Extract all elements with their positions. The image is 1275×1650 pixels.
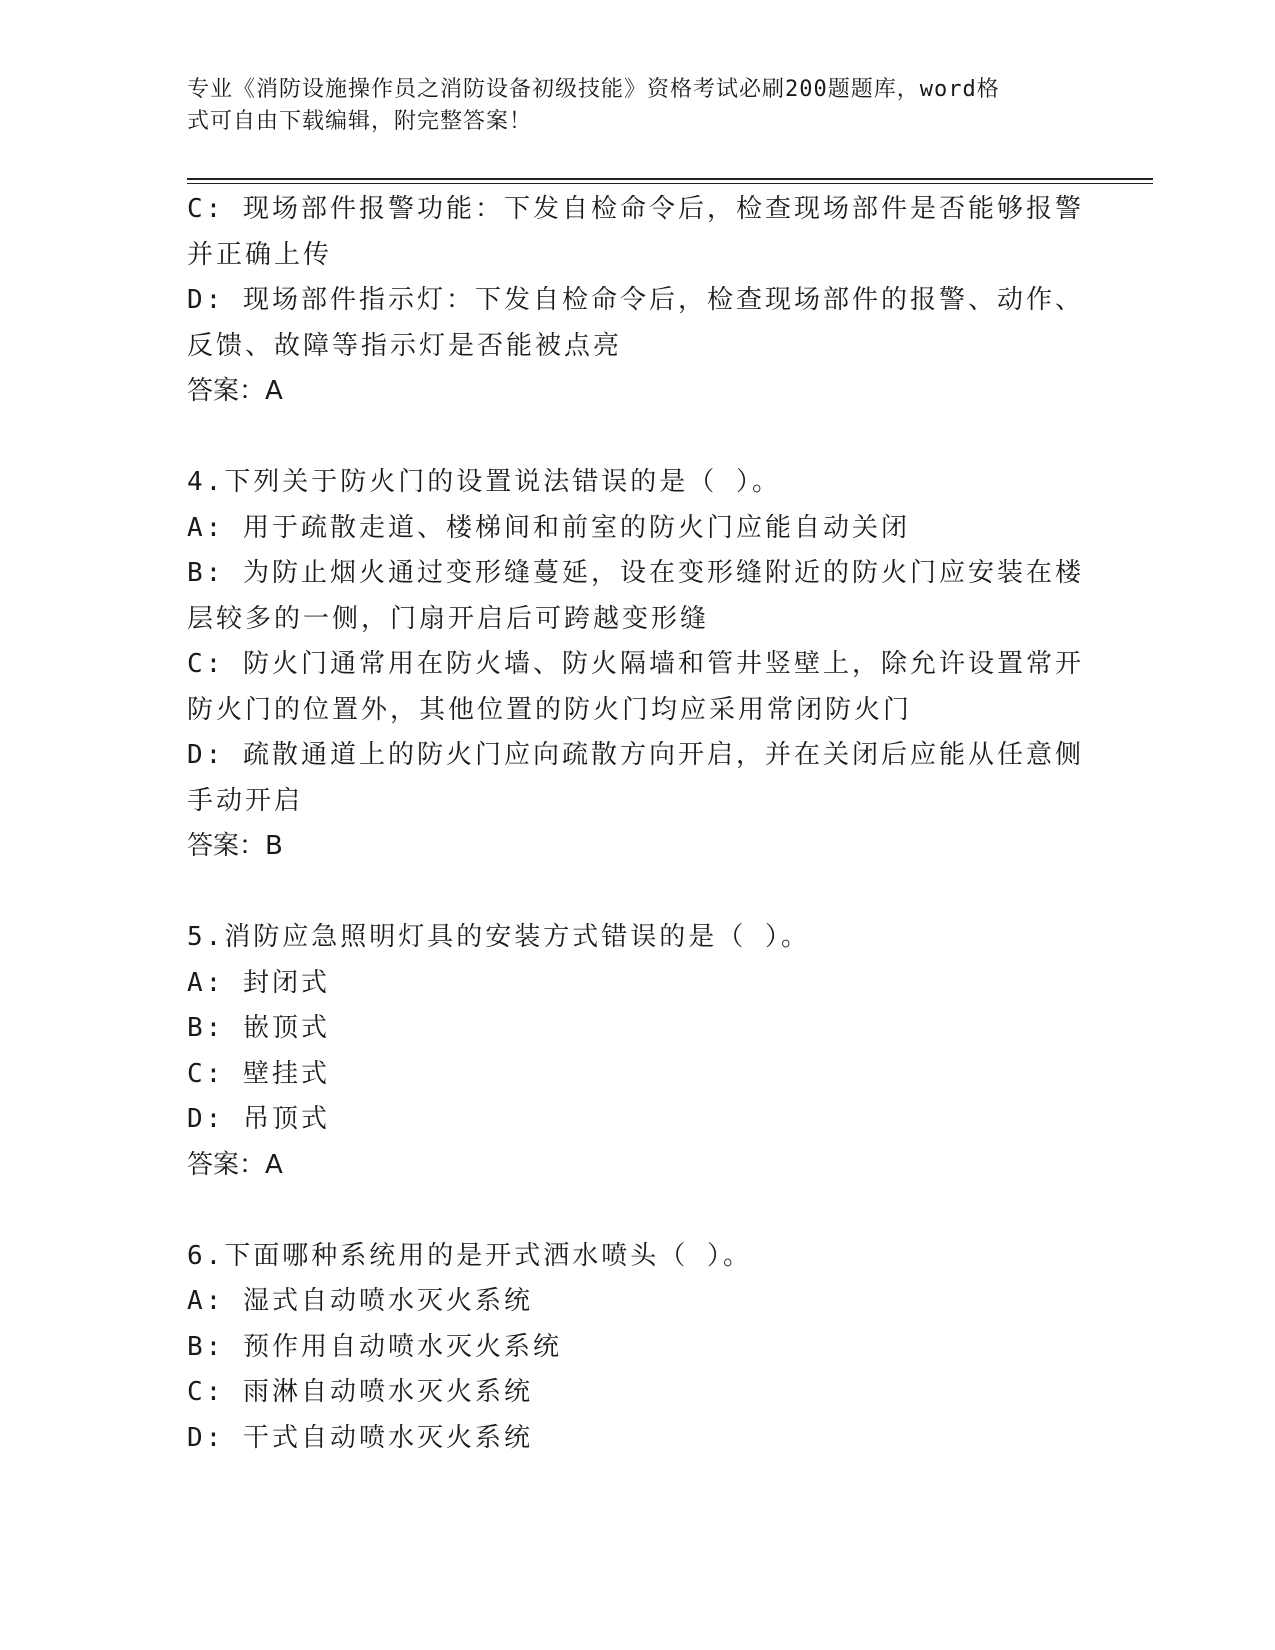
option-d: D: 干式自动喷水灭火系统 [187,1422,533,1453]
question-text: 4.下列关于防火门的设置说法错误的是（ ）。 [187,467,781,497]
question-6 [187,1234,1087,1462]
answer-line: 答案：B [187,831,283,861]
option-a: A: 用于疏散走道、楼梯间和前室的防火门应能自动关闭 [187,512,910,543]
option-d-line-2: 手动开启 [187,785,304,816]
answer-line: 答案：A [187,1149,283,1180]
option-d-line-1: D: 现场部件指示灯：下发自检命令后，检查现场部件的报警、动作、 [187,285,1084,315]
document-header [187,74,1067,138]
header-divider-thick [187,178,1153,180]
option-d: D: 吊顶式 [187,1104,330,1134]
spacer [187,1188,1087,1234]
option-b-line-2: 层较多的一侧，门扇开启后可跨越变形缝 [187,603,710,634]
option-c-line-1: C: 现场部件报警功能：下发自检命令后，检查现场部件是否能够报警 [187,194,1084,224]
answer-line: 答案：A [187,376,283,406]
question-5 [187,915,1087,1188]
header-line-2: 式可自由下载编辑，附完整答案！ [187,109,533,134]
option-c-line-1: C: 防火门通常用在防火墙、防火隔墙和管井竖壁上，除允许设置常开 [187,649,1084,679]
question-text: 5.消防应急照明灯具的安装方式错误的是（ ）。 [187,922,810,952]
document-body [187,187,1087,1461]
option-b: B: 预作用自动喷水灭火系统 [187,1331,562,1362]
option-a: A: 封闭式 [187,967,330,998]
header-divider-thin [187,183,1153,184]
option-c-line-2: 防火门的位置外，其他位置的防火门均应采用常闭防火门 [187,694,913,725]
option-c: C: 壁挂式 [187,1058,330,1089]
question-3-tail [187,187,1087,415]
option-b: B: 嵌顶式 [187,1013,330,1043]
option-d-line-2: 反馈、故障等指示灯是否能被点亮 [187,330,623,361]
option-d-line-1: D: 疏散通道上的防火门应向疏散方向开启，并在关闭后应能从任意侧 [187,740,1084,770]
spacer [187,415,1087,461]
option-a: A: 湿式自动喷水灭火系统 [187,1286,533,1316]
header-line-1: 专业《消防设施操作员之消防设备初级技能》资格考试必刷200题题库，word格 [187,77,1000,102]
option-c-line-2: 并正确上传 [187,239,333,270]
option-b-line-1: B: 为防止烟火通过变形缝蔓延，设在变形缝附近的防火门应安装在楼 [187,558,1084,588]
question-text: 6.下面哪种系统用的是开式洒水喷头（ ）。 [187,1240,752,1271]
option-c: C: 雨淋自动喷水灭火系统 [187,1377,533,1407]
spacer [187,870,1087,916]
question-4 [187,460,1087,870]
